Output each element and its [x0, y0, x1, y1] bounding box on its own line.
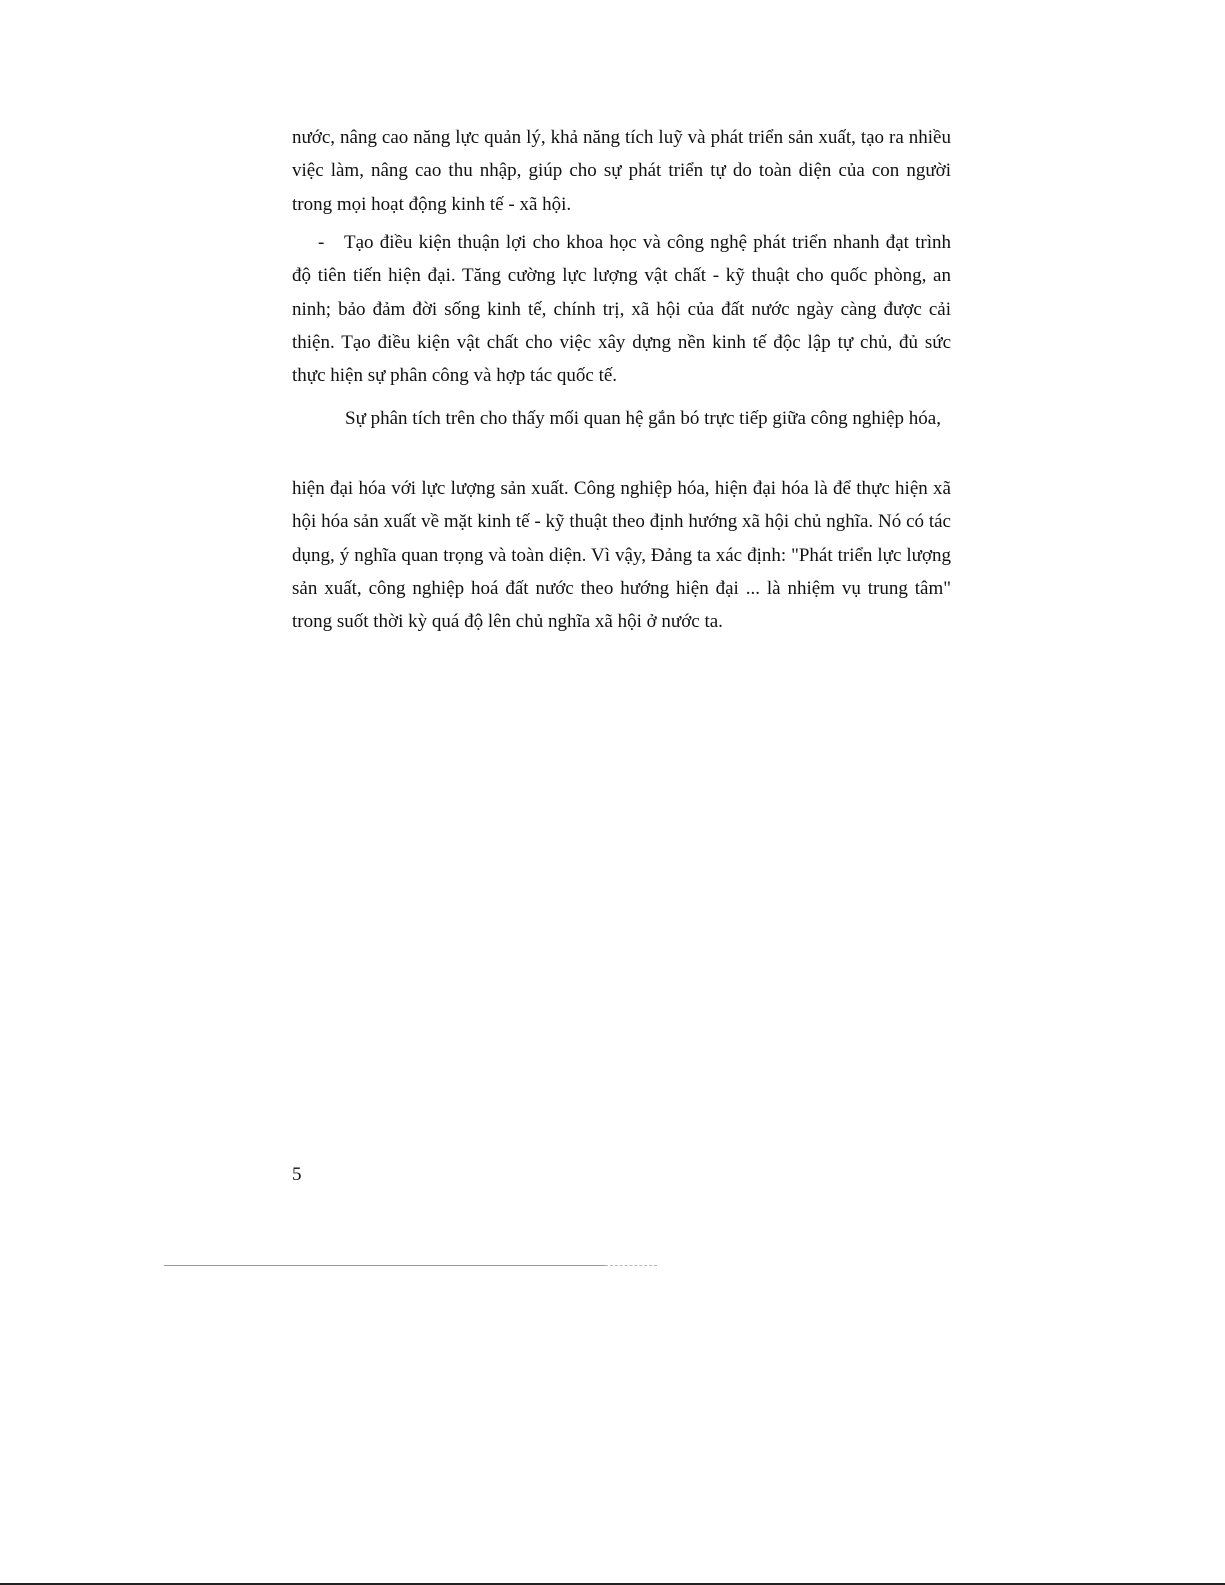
- paragraph-analysis-conclusion: hiện đại hóa với lực lượng sản xuất. Công nghiệp hóa, hiện đại hóa là để thực hiện xã hội hóa sản xuất về mặt kinh tế - kỹ thuật theo định hướng xã hội chủ nghĩa. Nó có tác dụng, ý nghĩa quan trọng và toàn diện. Vì vậy, Đảng ta xác định: "Phát triển lực lượng sản xuất, công nghiệp hoá đất nước theo hướng hiện đại ... là nhiệm vụ trung tâm" trong suốt thời kỳ quá độ lên chủ nghĩa xã hội ở nước ta.: [292, 478, 951, 633]
- footnote-separator-dashed: [605, 1265, 657, 1266]
- paragraph-continuation: nước, nâng cao năng lực quản lý, khả năng tích luỹ và phát triển sản xuất, tạo ra nhiều việc làm, nâng cao thu nhập, giúp cho sự phát triển tự do toàn diện của con người trong mọi hoạt động kinh tế - xã hội.: [292, 127, 951, 215]
- bullet-rest-text: độ tiên tiến hiện đại. Tăng cường lực lượng vật chất - kỹ thuật cho quốc phòng, an ninh; bảo đảm đời sống kinh tế, chính trị, xã hội của đất nước ngày càng được cải thiện. Tạo điều kiện vật chất cho việc xây dựng nền kinh tế độc lập tự chủ, đủ sức thực hiện sự phân công và hợp tác quốc tế.: [292, 265, 951, 387]
- bullet-first-line: [292, 226, 951, 259]
- page-number: 5: [292, 1164, 302, 1185]
- bullet-dash: -: [318, 232, 325, 253]
- footnote-separator: [164, 1265, 605, 1266]
- bullet-first-text: Tạo điều kiện thuận lợi cho khoa học và công nghệ phát triển nhanh đạt trình: [344, 232, 951, 253]
- paragraph-analysis-intro: Sự phân tích trên cho thấy mối quan hệ gắn bó trực tiếp giữa công nghiệp hóa,: [345, 408, 941, 429]
- bullet-paragraph: [292, 226, 951, 392]
